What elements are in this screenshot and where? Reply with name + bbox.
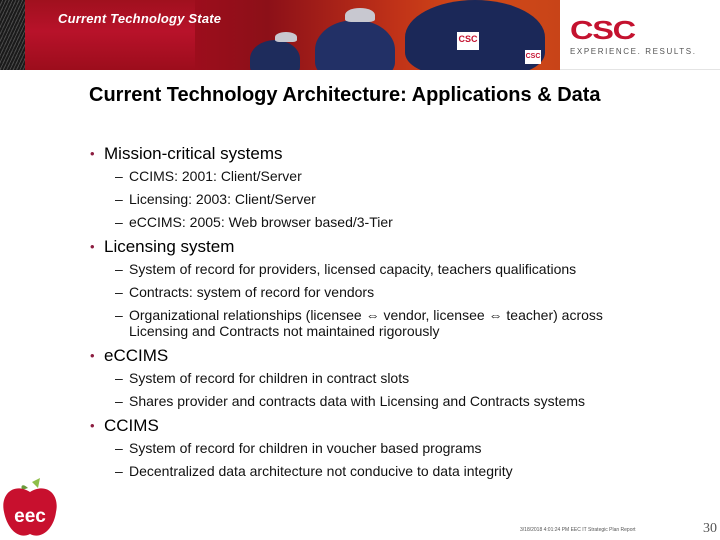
sub-bullet-item [89,463,689,479]
dash-icon: – [115,168,123,184]
bullet-item [89,345,689,367]
sub-bullet-item [89,214,689,230]
sub-bullet-text: System of record for children in contract slots [129,370,410,386]
dash-icon: – [115,261,123,277]
dash-icon: – [115,307,123,323]
dash-icon: – [115,463,123,479]
bullet-item [89,143,689,165]
csc-logo-mark: CSC [570,15,635,45]
sub-bullet-item [89,440,689,456]
sub-bullet-item [89,168,689,184]
sub-bullet-item [89,307,649,339]
sub-bullet-text: Organizational relationships (licensee ⇔ vendor, licensee ⇔ teacher) across Licensing and Contracts not maintained rigorously [129,307,603,339]
slide-title: Current Technology Architecture: Applications & Data [89,84,601,106]
sub-bullet-text: Decentralized data architecture not conducive to data integrity [129,463,513,479]
helmet-shape [345,8,375,22]
cyclists-photo [195,0,560,70]
eec-apple-logo [2,478,58,540]
dash-icon: – [115,393,123,409]
sub-bullet-item [89,261,589,277]
csc-logo [570,17,700,57]
bullet-icon: • [90,348,95,363]
bullet-text: eCCIMS [104,346,169,365]
dash-icon: – [115,440,123,456]
dash-icon: – [115,284,123,300]
bullet-text: Mission-critical systems [104,144,283,163]
jersey-logo: CSC [457,32,479,50]
sub-bullet-text: System of record for children in voucher based programs [129,440,482,456]
dash-icon: – [115,370,123,386]
dash-icon: – [115,191,123,207]
section-title: Current Technology State [58,11,222,26]
sub-bullet-text: Contracts: system of record for vendors [129,284,375,300]
cyclist-figure [250,40,300,70]
bullet-icon: • [90,239,95,254]
sub-bullet-item [89,191,689,207]
svg-text:eec: eec [14,506,46,527]
slide-content [89,143,689,486]
bullet-item [89,236,689,258]
jersey-logo: CSC [525,50,541,64]
sub-bullet-text: Shares provider and contracts data with Licensing and Contracts systems [129,393,586,409]
bullet-icon: • [90,418,95,433]
cyclist-figure [315,20,395,70]
bullet-item [89,415,689,437]
page-number: 30 [703,521,717,536]
sub-bullet-text: CCIMS: 2001: Client/Server [129,168,302,184]
sub-bullet-text: eCCIMS: 2005: Web browser based/3-Tier [129,214,393,230]
dash-icon: – [115,214,123,230]
sub-bullet-text: System of record for providers, licensed capacity, teachers qualifications [129,261,577,277]
sub-bullet-item [89,284,689,300]
footer-text: 3/18/2018 4:01:24 PM EEC IT Strategic Plan Report [520,527,636,533]
csc-logo-tagline: EXPERIENCE. RESULTS. [570,47,697,56]
bullet-text: CCIMS [104,416,159,435]
sub-bullet-text: Licensing: 2003: Client/Server [129,191,316,207]
sub-bullet-item [89,370,689,386]
header-stripe-pattern [0,0,25,70]
sub-bullet-item [89,393,629,409]
apple-icon [2,478,58,540]
slide-header [0,0,720,70]
bullet-text: Licensing system [104,237,235,256]
helmet-shape [275,32,297,42]
bullet-icon: • [90,146,95,161]
